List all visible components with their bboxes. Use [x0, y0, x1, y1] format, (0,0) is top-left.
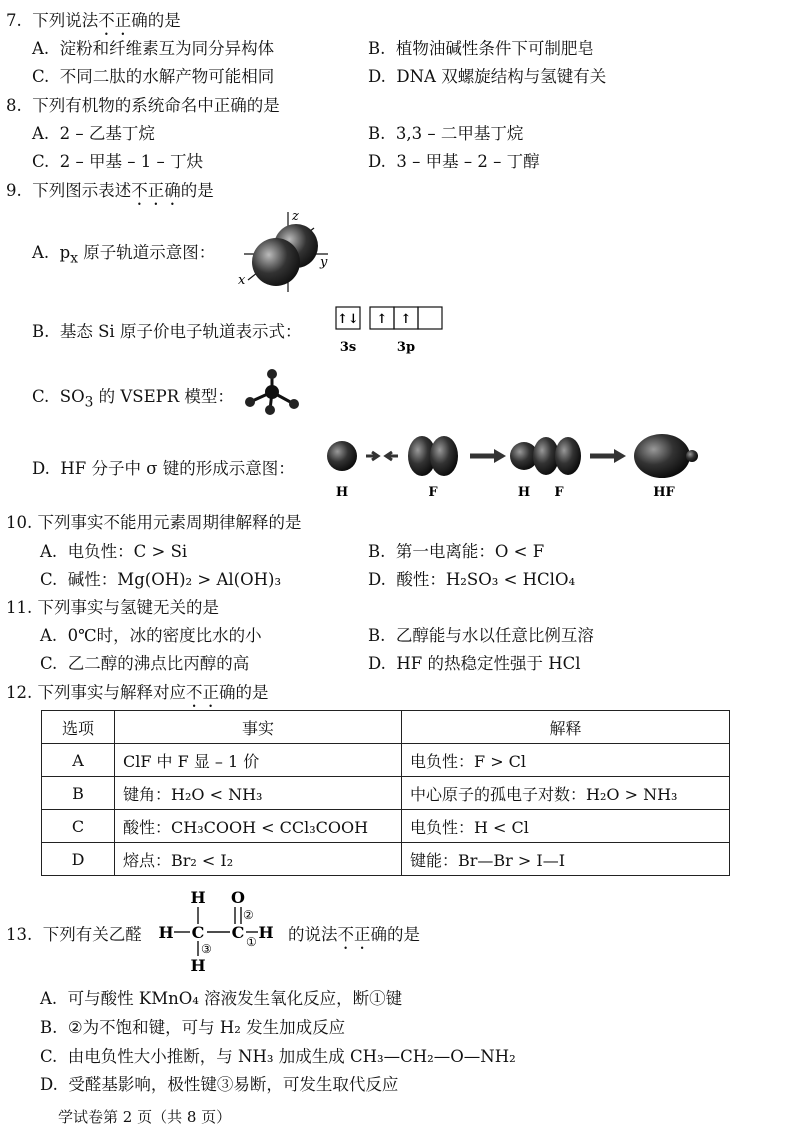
arrow-left-small	[386, 452, 398, 460]
label-f-1: F	[428, 485, 438, 500]
3p-label: 3p	[396, 340, 416, 355]
row-fact: 酸性：CH₃COOH < CCl₃COOH	[115, 810, 402, 843]
svg-text:②: ②	[243, 908, 254, 922]
row-fact: ClF 中 F 显 – 1 价	[115, 744, 402, 777]
q9-option-a: A. $p_x$ 原子轨道示意图：	[32, 243, 216, 267]
so3-vsepr-model	[240, 368, 304, 416]
svg-text:C: C	[191, 923, 205, 942]
h-orbital	[327, 441, 357, 471]
so3-atom-top	[267, 369, 277, 379]
si-orbital-diagram	[334, 306, 450, 356]
svg-text:O: O	[231, 888, 245, 907]
q10-option-d: D. 酸性：H₂SO₃ < HClO₄	[368, 570, 576, 589]
y-axis-label: y	[320, 255, 328, 270]
row-option: C	[42, 810, 115, 843]
row-option: B	[42, 777, 115, 810]
q9-option-b: B. 基态 Si 原子价电子轨道表示式：	[32, 322, 302, 341]
q12-table	[41, 710, 730, 876]
q13-option-d: D. 受醛基影响，极性键③易断，可发生取代反应	[40, 1075, 399, 1094]
q8-option-a: A. 2 – 乙基丁烷	[32, 124, 155, 143]
q13-stem-right: 的说法不正确的是	[288, 925, 420, 944]
table-row	[42, 744, 730, 777]
q13-option-a: A. 可与酸性 KMnO₄ 溶液发生氧化反应，断①键	[40, 989, 403, 1008]
q8-stem: 8. 下列有机物的系统命名中正确的是	[6, 96, 280, 115]
label-f-2: F	[554, 485, 564, 500]
q8-option-b: B. 3,3 – 二甲基丁烷	[368, 124, 524, 143]
header-option: 选项	[42, 711, 115, 744]
header-fact: 事实	[115, 711, 402, 744]
hf-sigma-bond-diagram	[324, 430, 704, 500]
q9-stem: 9. 下列图示表述不正确的是	[6, 181, 214, 200]
q12-stem: 12. 下列事实与解释对应不正确的是	[6, 683, 269, 702]
q10-stem: 10. 下列事实不能用元素周期律解释的是	[6, 513, 302, 532]
table-row	[42, 810, 730, 843]
table-row	[42, 777, 730, 810]
x-axis-label: x	[238, 273, 246, 288]
label-h-2: H	[517, 485, 531, 500]
q7-option-b: B. 植物油碱性条件下可制肥皂	[368, 39, 594, 58]
q8-option-d: D. 3 – 甲基 – 2 – 丁醇	[368, 152, 540, 171]
header-explanation: 解释	[402, 711, 730, 744]
arrow-right-small	[366, 452, 378, 460]
so3-atom-right	[289, 399, 299, 409]
px-orbital-diagram	[234, 208, 334, 296]
q13-option-c: C. 由电负性大小推断，与 NH₃ 加成生成 CH₃—CH₂—O—NH₂	[40, 1047, 516, 1066]
z-axis-label: z	[292, 209, 299, 224]
f-lobe-right	[430, 436, 458, 476]
q9-option-c: C. $SO_3$ 的 VSEPR 模型：	[32, 387, 234, 411]
q7-option-c: C. 不同二肽的水解产物可能相同	[32, 67, 275, 86]
3p-arrow-2: ↑	[400, 312, 412, 327]
q7-stem: 7. 下列说法不正确的是	[6, 11, 181, 30]
q7-option-d: D. DNA 双螺旋结构与氢键有关	[368, 67, 607, 86]
svg-text:C: C	[231, 923, 245, 942]
svg-text:H: H	[158, 923, 174, 942]
svg-text:③: ③	[201, 942, 212, 956]
table-row	[42, 843, 730, 876]
q13-stem-left: 13. 下列有关乙醛	[6, 925, 142, 944]
3s-label: 3s	[339, 340, 357, 355]
so3-atom-left	[245, 397, 255, 407]
q10-option-a: A. 电负性：C > Si	[40, 542, 188, 561]
row-option: D	[42, 843, 115, 876]
q8-option-c: C. 2 – 甲基 – 1 – 丁炔	[32, 152, 204, 171]
f-approach-right	[555, 437, 581, 475]
px-lobe-front	[252, 238, 300, 286]
so3-atom-bottom	[265, 405, 275, 415]
row-explanation: 键能：Br—Br > I—I	[402, 843, 730, 876]
row-fact: 熔点：Br₂ < I₂	[115, 843, 402, 876]
q11-option-a: A. 0℃时，冰的密度比水的小	[40, 626, 262, 645]
acetaldehyde-structure	[158, 888, 282, 974]
row-explanation: 中心原子的孤电子对数：H₂O > NH₃	[402, 777, 730, 810]
so3-center-atom	[265, 385, 279, 399]
hf-small-lobe	[686, 450, 698, 462]
q13-option-b: B. ②为不饱和键，可与 H₂ 发生加成反应	[40, 1018, 346, 1037]
3s-arrows: ↑↓	[337, 312, 359, 327]
page-footer: 学试卷第 2 页（共 8 页）	[58, 1108, 232, 1126]
row-option: A	[42, 744, 115, 777]
row-fact: 键角：H₂O < NH₃	[115, 777, 402, 810]
arrow-big-1-head	[494, 449, 506, 463]
3p-box-3	[418, 307, 442, 329]
row-explanation: 电负性：F > Cl	[402, 744, 730, 777]
label-h-1: H	[335, 485, 349, 500]
table-header-row	[42, 711, 730, 744]
q11-option-b: B. 乙醇能与水以任意比例互溶	[368, 626, 594, 645]
q11-option-d: D. HF 的热稳定性强于 HCl	[368, 654, 581, 673]
arrow-big-2-head	[614, 449, 626, 463]
hf-molecule	[634, 434, 690, 478]
svg-text:①: ①	[246, 935, 257, 949]
label-hf: HF	[653, 485, 675, 500]
q9-option-d: D. HF 分子中 σ 键的形成示意图：	[32, 459, 295, 478]
q7-option-a: A. 淀粉和纤维素互为同分异构体	[32, 39, 275, 58]
svg-text:H: H	[190, 888, 206, 907]
q11-option-c: C. 乙二醇的沸点比丙醇的高	[40, 654, 250, 673]
q11-stem: 11. 下列事实与氢键无关的是	[6, 598, 219, 617]
svg-text:H: H	[258, 923, 274, 942]
q10-option-b: B. 第一电离能：O < F	[368, 542, 545, 561]
svg-text:H: H	[190, 956, 206, 975]
row-explanation: 电负性：H < Cl	[402, 810, 730, 843]
3p-arrow-1: ↑	[376, 312, 388, 327]
q10-option-c: C. 碱性：Mg(OH)₂ > Al(OH)₃	[40, 570, 282, 589]
